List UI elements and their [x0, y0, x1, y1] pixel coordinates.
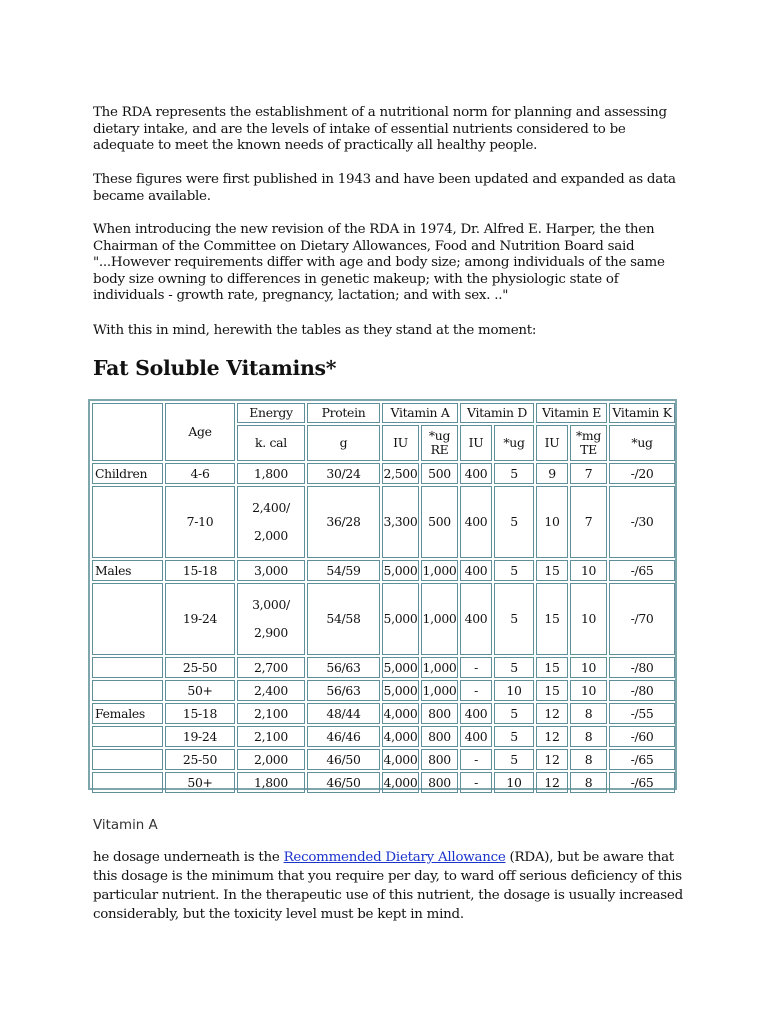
table-row — [92, 560, 675, 581]
cell-k: -/65 — [609, 772, 675, 793]
cell-protein: 46/46 — [307, 726, 380, 747]
cell-age: 25-50 — [165, 657, 235, 678]
unit-vitamin-e-te — [570, 425, 607, 461]
cell-e-iu: 15 — [536, 657, 568, 678]
cell-e-te: 10 — [570, 657, 607, 678]
cell-d-iu: 400 — [460, 583, 492, 655]
cell-a-iu: 4,000 — [382, 703, 419, 724]
cell-d-ug: 10 — [494, 772, 534, 793]
cell-e-te: 8 — [570, 703, 607, 724]
cell-k: -/55 — [609, 703, 675, 724]
cell-e-iu: 9 — [536, 463, 568, 484]
rda-link[interactable]: Recommended Dietary Allowance — [283, 850, 506, 865]
cell-d-iu: 400 — [460, 463, 492, 484]
cell-e-te: 8 — [570, 726, 607, 747]
rda-table-frame — [88, 399, 677, 790]
cell-age: 25-50 — [165, 749, 235, 770]
header-protein: Protein — [307, 403, 380, 423]
cell-a-iu: 5,000 — [382, 657, 419, 678]
vitamin-a-text-after: (RDA), but be aware that this dosage is the minimum that you require per day, to ward off serious deficiency of this particular nutrient. In the therapeutic use of this nutrient, the dosage is usually increased considerably, but the toxicity level must be kept in mind. — [93, 850, 683, 922]
cell-a-re: 500 — [421, 463, 458, 484]
vitamin-a-paragraph — [93, 848, 683, 924]
cell-k: -/80 — [609, 680, 675, 701]
table-row — [92, 463, 675, 484]
unit-a-ug: *ug — [428, 428, 451, 443]
cell-age: 19-24 — [165, 583, 235, 655]
cell-d-iu: - — [460, 772, 492, 793]
cell-d-ug: 5 — [494, 486, 534, 558]
cell-a-iu: 4,000 — [382, 726, 419, 747]
group-cell — [92, 657, 163, 678]
cell-e-iu: 12 — [536, 703, 568, 724]
cell-protein: 46/50 — [307, 772, 380, 793]
cell-e-iu: 12 — [536, 772, 568, 793]
cell-protein: 48/44 — [307, 703, 380, 724]
cell-d-iu: 400 — [460, 560, 492, 581]
header-vitamin-e: Vitamin E — [536, 403, 607, 423]
intro-paragraph-3: When introducing the new revision of the RDA in 1974, Dr. Alfred E. Harper, the then Chairman of the Committee on Dietary Allowances, Food and Nutrition Board said "...However requirements differ with age and body size; among individuals of the same body size owning to differences in genetic makeup; with the physiologic state of individuals - growth rate, pregnancy, lactation; and with sex. .." — [93, 222, 665, 304]
group-cell — [92, 486, 163, 558]
table-header-row-1 — [92, 403, 675, 423]
cell-d-ug: 5 — [494, 749, 534, 770]
unit-a-re: RE — [430, 442, 449, 457]
cell-energy: 3,000 — [237, 560, 305, 581]
cell-a-re: 800 — [421, 703, 458, 724]
table-row — [92, 749, 675, 770]
cell-k: -/20 — [609, 463, 675, 484]
cell-protein: 54/58 — [307, 583, 380, 655]
table-row — [92, 726, 675, 747]
cell-energy: 2,000 — [237, 749, 305, 770]
cell-age: 50+ — [165, 680, 235, 701]
vitamin-a-text-before: he dosage underneath is the — [93, 850, 284, 865]
cell-d-iu: 400 — [460, 486, 492, 558]
cell-e-iu: 15 — [536, 560, 568, 581]
unit-energy: k. cal — [237, 425, 305, 461]
energy-value-2: 2,000 — [254, 528, 288, 543]
cell-protein: 46/50 — [307, 749, 380, 770]
unit-e-te: TE — [580, 442, 597, 457]
cell-k: -/65 — [609, 560, 675, 581]
cell-e-te: 8 — [570, 772, 607, 793]
cell-age: 4-6 — [165, 463, 235, 484]
energy-value-1: 3,000/ — [252, 597, 290, 612]
cell-e-te: 10 — [570, 560, 607, 581]
cell-protein: 54/59 — [307, 560, 380, 581]
energy-value-2: 2,900 — [254, 625, 288, 640]
cell-d-iu: - — [460, 680, 492, 701]
intro-paragraph-2: These figures were first published in 1943 and have been updated and expanded as data became available. — [93, 172, 676, 204]
cell-energy — [237, 486, 305, 558]
cell-k: -/60 — [609, 726, 675, 747]
cell-energy: 2,100 — [237, 703, 305, 724]
header-energy: Energy — [237, 403, 305, 423]
unit-vitamin-d-ug: *ug — [494, 425, 534, 461]
cell-energy: 2,700 — [237, 657, 305, 678]
group-cell — [92, 749, 163, 770]
vitamin-a-title: Vitamin A — [93, 818, 158, 833]
cell-d-ug: 5 — [494, 726, 534, 747]
cell-a-re: 1,000 — [421, 657, 458, 678]
cell-k: -/70 — [609, 583, 675, 655]
group-cell — [92, 680, 163, 701]
cell-a-iu: 2,500 — [382, 463, 419, 484]
cell-a-iu: 4,000 — [382, 749, 419, 770]
cell-d-ug: 5 — [494, 703, 534, 724]
group-cell — [92, 583, 163, 655]
cell-d-ug: 10 — [494, 680, 534, 701]
cell-age: 50+ — [165, 772, 235, 793]
cell-energy: 2,100 — [237, 726, 305, 747]
cell-a-re: 800 — [421, 772, 458, 793]
unit-vitamin-a-re — [421, 425, 458, 461]
cell-e-te: 7 — [570, 486, 607, 558]
cell-a-iu: 5,000 — [382, 680, 419, 701]
table-row — [92, 583, 675, 655]
cell-a-re: 1,000 — [421, 583, 458, 655]
cell-a-iu: 3,300 — [382, 486, 419, 558]
header-age: Age — [165, 403, 235, 461]
unit-vitamin-d-iu: IU — [460, 425, 492, 461]
cell-a-re: 500 — [421, 486, 458, 558]
cell-age: 15-18 — [165, 560, 235, 581]
cell-a-re: 1,000 — [421, 680, 458, 701]
cell-d-iu: - — [460, 657, 492, 678]
table-row — [92, 703, 675, 724]
cell-a-iu: 5,000 — [382, 583, 419, 655]
cell-k: -/65 — [609, 749, 675, 770]
cell-d-ug: 5 — [494, 583, 534, 655]
cell-a-iu: 4,000 — [382, 772, 419, 793]
cell-k: -/30 — [609, 486, 675, 558]
cell-d-iu: 400 — [460, 726, 492, 747]
header-vitamin-a: Vitamin A — [382, 403, 458, 423]
cell-a-re: 800 — [421, 726, 458, 747]
cell-e-te: 8 — [570, 749, 607, 770]
cell-d-iu: - — [460, 749, 492, 770]
cell-protein: 56/63 — [307, 657, 380, 678]
cell-energy: 1,800 — [237, 463, 305, 484]
cell-k: -/80 — [609, 657, 675, 678]
table-row — [92, 657, 675, 678]
energy-value-1: 2,400/ — [252, 500, 290, 515]
cell-a-iu: 5,000 — [382, 560, 419, 581]
header-vitamin-d: Vitamin D — [460, 403, 534, 423]
unit-vitamin-a-iu: IU — [382, 425, 419, 461]
cell-age: 19-24 — [165, 726, 235, 747]
intro-paragraph-4: With this in mind, herewith the tables as they stand at the moment: — [93, 323, 537, 338]
cell-age: 7-10 — [165, 486, 235, 558]
table-row — [92, 680, 675, 701]
fat-soluble-vitamins-table — [90, 401, 677, 795]
cell-protein: 56/63 — [307, 680, 380, 701]
cell-protein: 36/28 — [307, 486, 380, 558]
cell-a-re: 1,000 — [421, 560, 458, 581]
cell-d-ug: 5 — [494, 463, 534, 484]
cell-e-iu: 12 — [536, 726, 568, 747]
cell-energy — [237, 583, 305, 655]
cell-d-ug: 5 — [494, 657, 534, 678]
header-vitamin-k: Vitamin K — [609, 403, 675, 423]
cell-e-te: 10 — [570, 680, 607, 701]
unit-e-mg: *mg — [576, 428, 602, 443]
table-row — [92, 486, 675, 558]
intro-paragraph-1: The RDA represents the establishment of a nutritional norm for planning and assessing dietary intake, and are the levels of intake of essential nutrients considered to be adequate to meet the known needs of practically all healthy people. — [93, 105, 667, 154]
group-cell — [92, 772, 163, 793]
cell-e-iu: 15 — [536, 680, 568, 701]
group-cell: Females — [92, 703, 163, 724]
cell-e-iu: 10 — [536, 486, 568, 558]
cell-a-re: 800 — [421, 749, 458, 770]
table-row — [92, 772, 675, 793]
cell-e-iu: 12 — [536, 749, 568, 770]
cell-age: 15-18 — [165, 703, 235, 724]
group-cell — [92, 726, 163, 747]
cell-energy: 2,400 — [237, 680, 305, 701]
cell-e-te: 7 — [570, 463, 607, 484]
section-heading: Fat Soluble Vitamins* — [93, 356, 337, 380]
cell-protein: 30/24 — [307, 463, 380, 484]
unit-vitamin-k-ug: *ug — [609, 425, 675, 461]
cell-e-iu: 15 — [536, 583, 568, 655]
header-group-blank — [92, 403, 163, 461]
cell-d-iu: 400 — [460, 703, 492, 724]
unit-vitamin-e-iu: IU — [536, 425, 568, 461]
group-cell: Males — [92, 560, 163, 581]
cell-e-te: 10 — [570, 583, 607, 655]
unit-protein: g — [307, 425, 380, 461]
cell-energy: 1,800 — [237, 772, 305, 793]
cell-d-ug: 5 — [494, 560, 534, 581]
group-cell: Children — [92, 463, 163, 484]
